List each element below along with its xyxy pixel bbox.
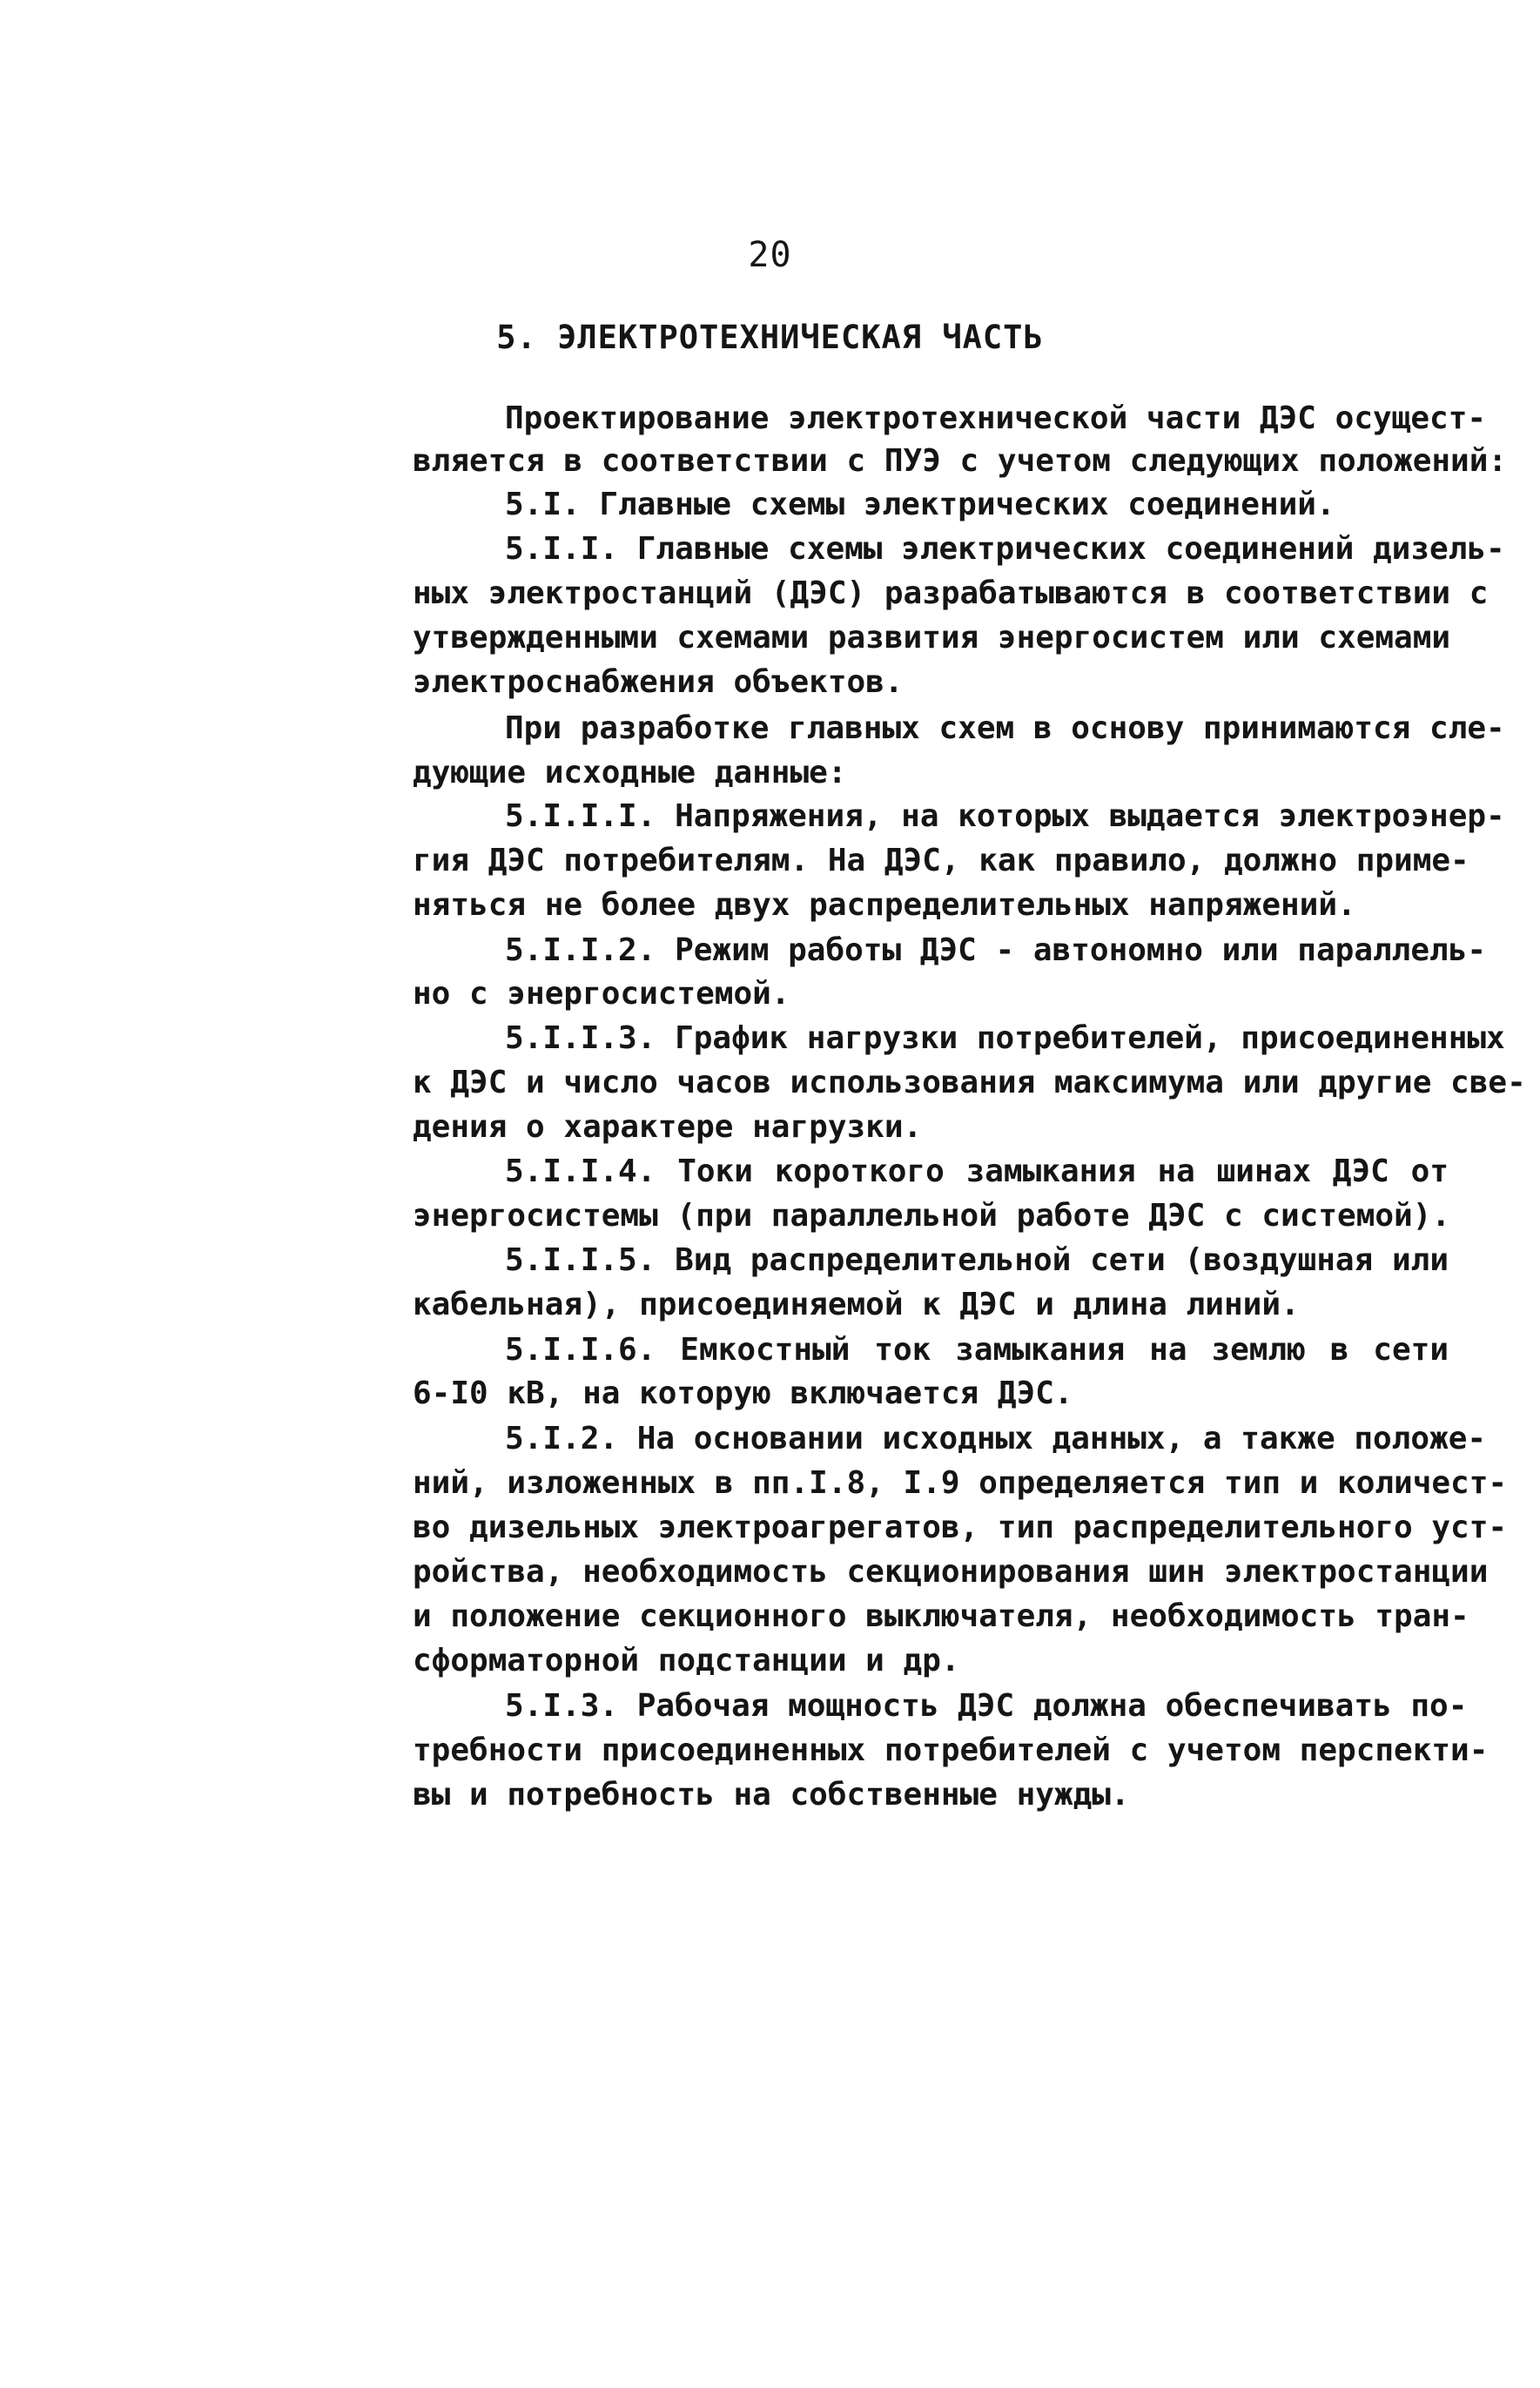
text-line: утвержденными схемами развития энергосистем или схемами xyxy=(413,620,1451,656)
text-line: 5.I.I.I. Напряжения, на которых выдается электроэнер- xyxy=(505,798,1505,834)
text-line: 5.I.I.5. Вид распределительной сети (воздушная или xyxy=(505,1242,1449,1278)
text-line: 5.I.I. Главные схемы электрических соединений дизель- xyxy=(505,531,1505,567)
page-number: 20 xyxy=(748,235,792,275)
text-line: гия ДЭС потребителям. На ДЭС, как правило, должно приме- xyxy=(413,843,1469,878)
text-line: к ДЭС и число часов использования максимума или другие све- xyxy=(413,1065,1526,1100)
text-line: ний, изложенных в пп.I.8, I.9 определяется тип и количест- xyxy=(413,1465,1508,1501)
text-line: требности присоединенных потребителей с учетом перспекти- xyxy=(413,1732,1489,1768)
text-line: вы и потребность на собственные нужды. xyxy=(413,1777,1130,1813)
text-line: 5.I.I.4. Токи короткого замыкания на шинах ДЭС от xyxy=(505,1154,1449,1189)
text-line: но с энергосистемой. xyxy=(413,976,790,1012)
text-line: При разработке главных схем в основу принимаются сле- xyxy=(505,710,1505,746)
text-line: 5.I. Главные схемы электрических соединений. xyxy=(505,487,1335,522)
text-line: 5.I.I.2. Режим работы ДЭС - автономно или параллель- xyxy=(505,932,1487,968)
text-line: Проектирование электротехнической части ДЭС осущест- xyxy=(505,400,1487,436)
text-line: и положение секционного выключателя, необходимость тран- xyxy=(413,1598,1469,1634)
text-line: няться не более двух распределительных напряжений. xyxy=(413,887,1356,923)
text-line: электроснабжения объектов. xyxy=(413,664,904,700)
text-line: ройства, необходимость секционирования шин электростанции xyxy=(413,1554,1489,1590)
text-line: ных электростанций (ДЭС) разрабатываются в соответствии с xyxy=(413,575,1489,611)
text-line: дения о характере нагрузки. xyxy=(413,1109,923,1145)
text-line: 5.I.I.3. График нагрузки потребителей, присоединенных xyxy=(505,1020,1505,1056)
text-line: 5.I.3. Рабочая мощность ДЭС должна обеспечивать по- xyxy=(505,1688,1468,1724)
text-line: во дизельных электроагрегатов, тип распределительного уст- xyxy=(413,1510,1508,1545)
text-line: дующие исходные данные: xyxy=(413,755,847,790)
text-line: кабельная), присоединяемой к ДЭС и длина линий. xyxy=(413,1287,1300,1322)
text-line: 5.I.2. На основании исходных данных, а также положе- xyxy=(505,1421,1487,1456)
text-line: 6-I0 кВ, на которую включается ДЭС. xyxy=(413,1376,1073,1411)
section-title: 5. ЭЛЕКТРОТЕХНИЧЕСКАЯ ЧАСТЬ xyxy=(496,319,1044,356)
text-line: 5.I.I.6. Емкостный ток замыкания на землю в сети xyxy=(505,1332,1449,1368)
text-line: вляется в соответствии с ПУЭ с учетом следующих положений: xyxy=(413,443,1508,479)
text-line: энергосистемы (при параллельной работе ДЭС с системой). xyxy=(413,1198,1451,1234)
text-line: сформаторной подстанции и др. xyxy=(413,1643,960,1678)
